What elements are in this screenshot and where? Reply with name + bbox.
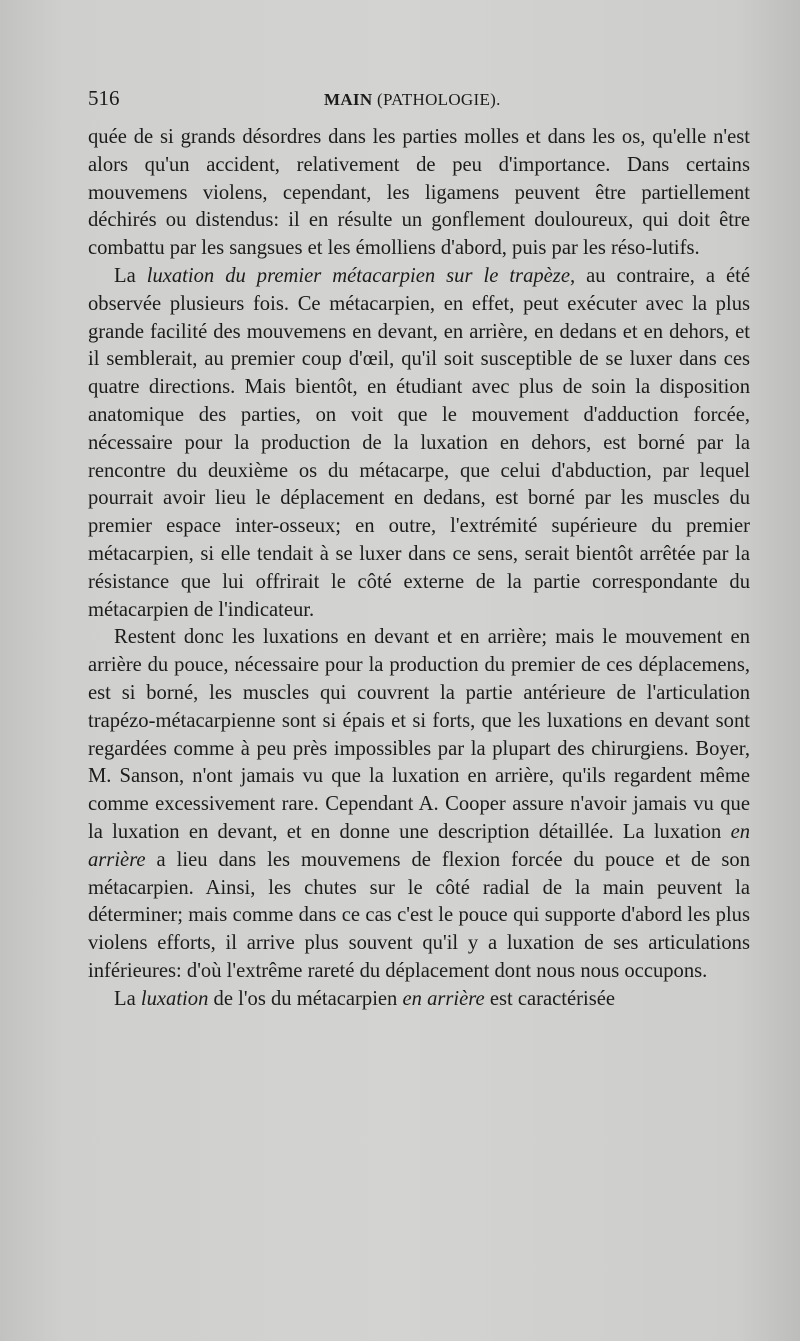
heading-main: MAIN: [324, 90, 373, 109]
paragraph-2-italic: luxation du premier métacarpien sur le trapèze,: [146, 264, 576, 287]
paragraph-4-start: La: [114, 987, 141, 1010]
paragraph-4-mid: de l'os du métacarpien: [208, 987, 403, 1010]
paragraph-2: [88, 263, 750, 624]
running-head: [88, 86, 750, 116]
paragraph-4-italic-2: en arrière: [402, 987, 485, 1010]
paragraph-4-rest: est caractérisée: [484, 987, 616, 1010]
paragraph-2-rest: au contraire, a été observée plusieurs fois. Ce métacarpien, en effet, peut exécuter avec la plus grande facilité des mouvemens en devant, en arrière, en dedans et en dehors, et il semblerait, au premier coup d'œil, qu'il soit susceptible de se luxer dans ces quatre directions. Mais bientôt, en étudiant avec plus de soin la disposition anatomique des parties, on voit que le mouvement d'adduction forcée, nécessaire pour la production de la luxation en dehors, est borné par la rencontre du deuxième os du métacarpe, que celui d'abduction, par lequel pourrait avoir lieu le déplacement en dedans, est borné par les muscles du premier espace inter-osseux; en outre, l'extrémité supérieure du premier métacarpien, si elle tendait à se luxer dans ce sens, serait bientôt arrêtée par la résistance que lui offrirait le côté externe de la partie correspondante du métacarpien de l'indicateur.: [88, 264, 751, 621]
paragraph-2-start: La: [114, 264, 147, 287]
paragraph-3-start: Restent donc les luxations en devant et en arrière; mais le mouvement en arrière du pouce, nécessaire pour la production du premier de ces déplacemens, est si borné, les muscles qui couvrent la partie antérieure de l'articulation trapézo-métacarpienne sont si épais et si forts, que les luxations en devant sont regardées comme à peu près impossibles par la plupart des chirurgiens. Boyer, M. Sanson, n'ont jamais vu que la luxation en arrière, qu'ils regardent même comme excessivement rare. Cependant A. Cooper assure n'avoir jamais vu que la luxation en devant, et en donne une description détaillée. La luxation: [88, 626, 750, 843]
page-number: 516: [88, 86, 120, 110]
paragraph-1: quée de si grands désordres dans les parties molles et dans les os, qu'elle n'est alors qu'un accident, relativement de peu d'importance. Dans certains mouvemens violens, cependant, les ligamens peuvent être partiellement déchirés ou distendus: il en résulte un gonflement douloureux, qui doit être combattu par les sangsues et les émolliens d'abord, puis par les réso-lutifs.: [88, 126, 750, 260]
body-text: [88, 124, 750, 1014]
paragraph-3: [88, 624, 750, 985]
paragraph-3-rest: a lieu dans les mouvemens de flexion forcée du pouce et de son métacarpien. Ainsi, les chutes sur le côté radial de la main peuvent la déterminer; mais comme dans ce cas c'est le pouce qui supporte d'abord les plus violens efforts, il arrive plus souvent qu'il y a luxation de ses articulations inférieures: d'où l'extrême rareté du déplacement dont nous nous occupons.: [88, 848, 750, 982]
page-heading: [324, 90, 501, 110]
paragraph-3-italic: en arrière: [88, 820, 750, 871]
paragraph-4-italic-1: luxation: [140, 987, 209, 1010]
paragraph-4: [88, 986, 750, 1014]
heading-sub: (PATHOLOGIE).: [376, 90, 501, 109]
